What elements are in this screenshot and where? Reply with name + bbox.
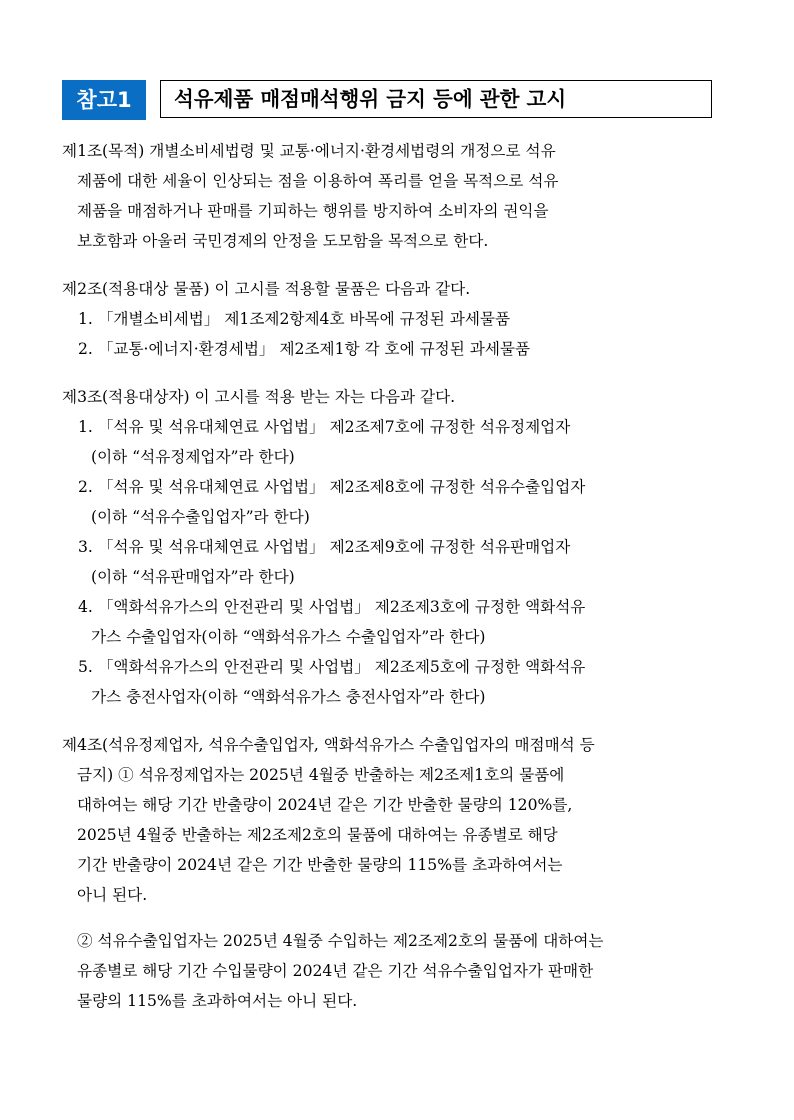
article-4-line: 제4조(석유정제업자, 석유수출입업자, 액화석유가스 수출입업자의 매점매석 등 — [62, 736, 595, 754]
article-4 — [62, 730, 702, 910]
list-item-continuation: (이하 “석유정제업자”라 한다) — [91, 448, 295, 466]
article-1-line: 제품에 대한 세율이 인상되는 점을 이용하여 폭리를 얻을 목적으로 석유 — [77, 172, 559, 190]
article-1-line: 제품을 매점하거나 판매를 기피하는 행위를 방지하여 소비자의 권익을 — [77, 202, 549, 220]
notice-body — [62, 136, 702, 1016]
article-2 — [62, 274, 702, 364]
notice-header — [62, 80, 699, 120]
article-4-line: 물량의 115%를 초과하여서는 아니 된다. — [77, 992, 358, 1010]
list-item: 1. 「석유 및 석유대체연료 사업법」 제2조제7호에 규정한 석유정제업자 — [78, 418, 571, 436]
article-4-line: ② 석유수출입업자는 2025년 4월중 수입하는 제2조제2호의 물품에 대하여는 — [77, 932, 604, 950]
article-4-paragraph-2 — [62, 926, 702, 1016]
article-2-heading: 제2조(적용대상 물품) 이 고시를 적용할 물품은 다음과 같다. — [62, 280, 471, 298]
list-item-continuation: (이하 “석유수출입업자”라 한다) — [91, 508, 310, 526]
list-item-continuation: 가스 수출입업자(이하 “액화석유가스 수출입업자”라 한다) — [91, 628, 486, 646]
article-4-line: 금지) ① 석유정제업자는 2025년 4월중 반출하는 제2조제1호의 물품에 — [77, 766, 565, 784]
list-item: 5. 「액화석유가스의 안전관리 및 사업법」 제2조제5호에 규정한 액화석유 — [78, 658, 586, 676]
notice-title: 석유제품 매점매석행위 금지 등에 관한 고시 — [160, 80, 712, 118]
list-item: 3. 「석유 및 석유대체연료 사업법」 제2조제9호에 규정한 석유판매업자 — [78, 538, 571, 556]
article-3 — [62, 382, 702, 712]
list-item-continuation: 가스 충전사업자(이하 “액화석유가스 충전사업자”라 한다) — [91, 688, 486, 706]
list-item: 2. 「석유 및 석유대체연료 사업법」 제2조제8호에 규정한 석유수출입업자 — [78, 478, 586, 496]
list-item: 1. 「개별소비세법」 제1조제2항제4호 바목에 규정된 과세물품 — [78, 310, 511, 328]
list-item: 4. 「액화석유가스의 안전관리 및 사업법」 제2조제3호에 규정한 액화석유 — [78, 598, 586, 616]
article-4-line: 대하여는 해당 기간 반출량이 2024년 같은 기간 반출한 물량의 120%를, — [77, 796, 573, 814]
reference-badge: 참고1 — [62, 80, 146, 120]
article-4-line: 2025년 4월중 반출하는 제2조제2호의 물품에 대하여는 유종별로 해당 — [77, 826, 558, 844]
article-4-line: 기간 반출량이 2024년 같은 기간 반출한 물량의 115%를 초과하여서는 — [77, 856, 563, 874]
article-4-line: 유종별로 해당 기간 수입물량이 2024년 같은 기간 석유수출입업자가 판매한 — [77, 962, 594, 980]
article-1-line: 제1조(목적) 개별소비세법령 및 교통·에너지·환경세법령의 개정으로 석유 — [62, 142, 556, 160]
article-1 — [62, 136, 702, 256]
list-item: 2. 「교통·에너지·환경세법」 제2조제1항 각 호에 규정된 과세물품 — [78, 340, 531, 358]
article-1-line: 보호함과 아울러 국민경제의 안정을 도모함을 목적으로 한다. — [77, 232, 489, 250]
article-3-heading: 제3조(적용대상자) 이 고시를 적용 받는 자는 다음과 같다. — [62, 388, 456, 406]
list-item-continuation: (이하 “석유판매업자”라 한다) — [91, 568, 295, 586]
article-4-line: 아니 된다. — [77, 886, 148, 904]
